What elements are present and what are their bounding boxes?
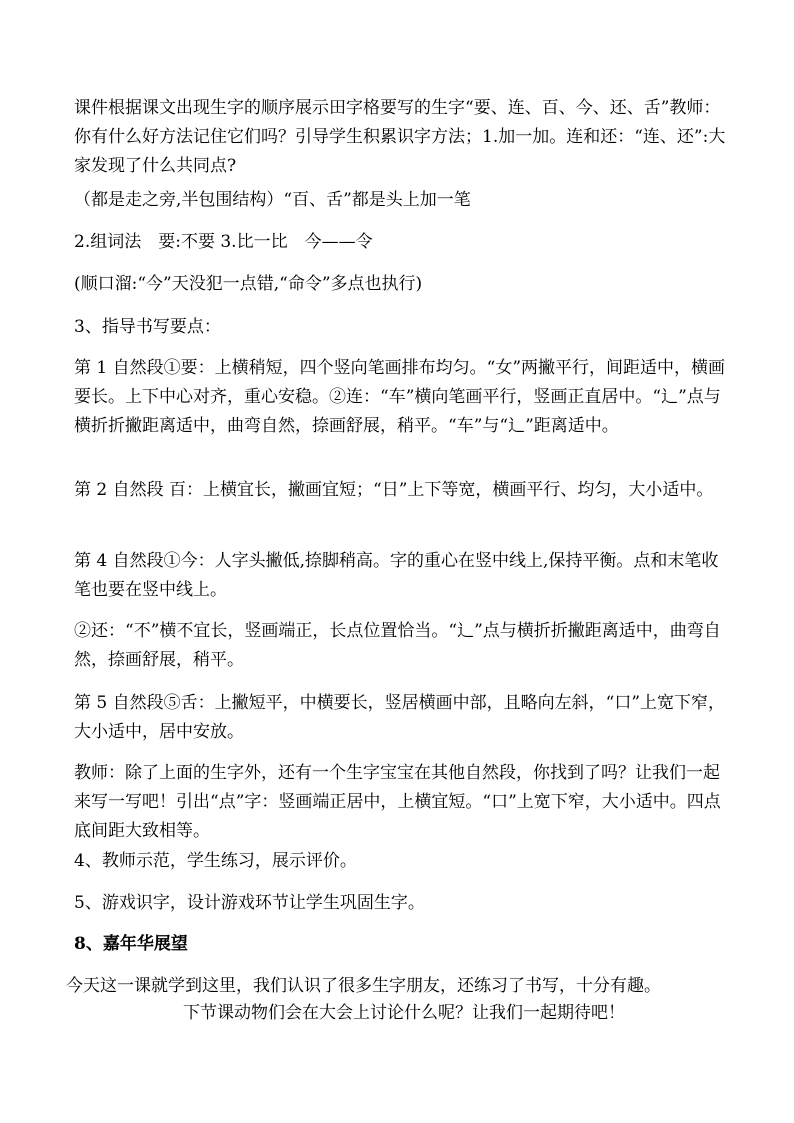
paragraph-courseware-intro: 课件根据课文出现生字的顺序展示田字格要写的生字“要、连、百、今、还、舌”教师：你有什么好方法记住它们吗？引导学生积累识字方法；1.加一加。连和还：“连、还”:大家发现了什么共同点? (74, 98, 726, 176)
paragraph-section-1: 第 1 自然段①要：上横稍短，四个竖向笔画排布均匀。“女”两撇平行，间距适中，横画要长。上下中心对齐，重心安稳。②连：“车”横向笔画平行，竖画正直居中。“辶”点与横折折撇距离适中，曲弯自然，捺画舒展，稍平。“车”与“辶”距离适中。 (74, 358, 726, 436)
paragraph-section-4: 第 4 自然段①今：人字头撇低,捺脚稍高。字的重心在竖中线上,保持平衡。点和末笔收笔也要在竖中线上。 (74, 551, 719, 600)
paragraph-huan: ②还：“不”横不宜长，竖画端正，长点位置恰当。“辶”点与横折折撇距离适中，曲弯自然，捺画舒展，稍平。 (74, 621, 721, 670)
paragraph-word-method: 2.组词法 要:不要 3.比一比 今——令 (74, 232, 373, 252)
paragraph-closing-2: 下节课动物们会在大会上讨论什么呢？让我们一起期待吧！ (183, 1003, 625, 1023)
paragraph-closing-1: 今天这一课就学到这里，我们认识了很多生字朋友，还练习了书写，十分有趣。 (66, 976, 661, 996)
paragraph-radical-note: （都是走之旁,半包围结构）“百、舌”都是头上加一笔 (74, 190, 471, 210)
paragraph-writing-heading: 3、指导书写要点： (74, 317, 221, 337)
paragraph-section-2: 第 2 自然段 百：上横宜长，撇画宜短；“日”上下等宽，横画平行、均匀，大小适中。 (74, 480, 714, 500)
paragraph-demo: 4、教师示范，学生练习，展示评价。 (74, 851, 357, 871)
paragraph-carnival-heading: 8、嘉年华展望 (74, 934, 188, 954)
paragraph-section-5: 第 5 自然段⑤舌：上撇短平，中横要长，竖居横画中部，且略向左斜，“口”上宽下窄，大小适中，居中安放。 (74, 693, 726, 742)
paragraph-rhyme: (顺口溜:“今”天没犯一点错,“命令”多点也执行) (74, 274, 423, 294)
paragraph-teacher-extra: 教师：除了上面的生字外，还有一个生字宝宝在其他自然段，你找到了吗？让我们一起来写一写吧！引出“点”字：竖画端正居中，上横宜短。“口”上宽下窄，大小适中。四点底间距大致相等。 (74, 763, 721, 841)
paragraph-game: 5、游戏识字，设计游戏环节让学生巩固生字。 (74, 893, 425, 913)
